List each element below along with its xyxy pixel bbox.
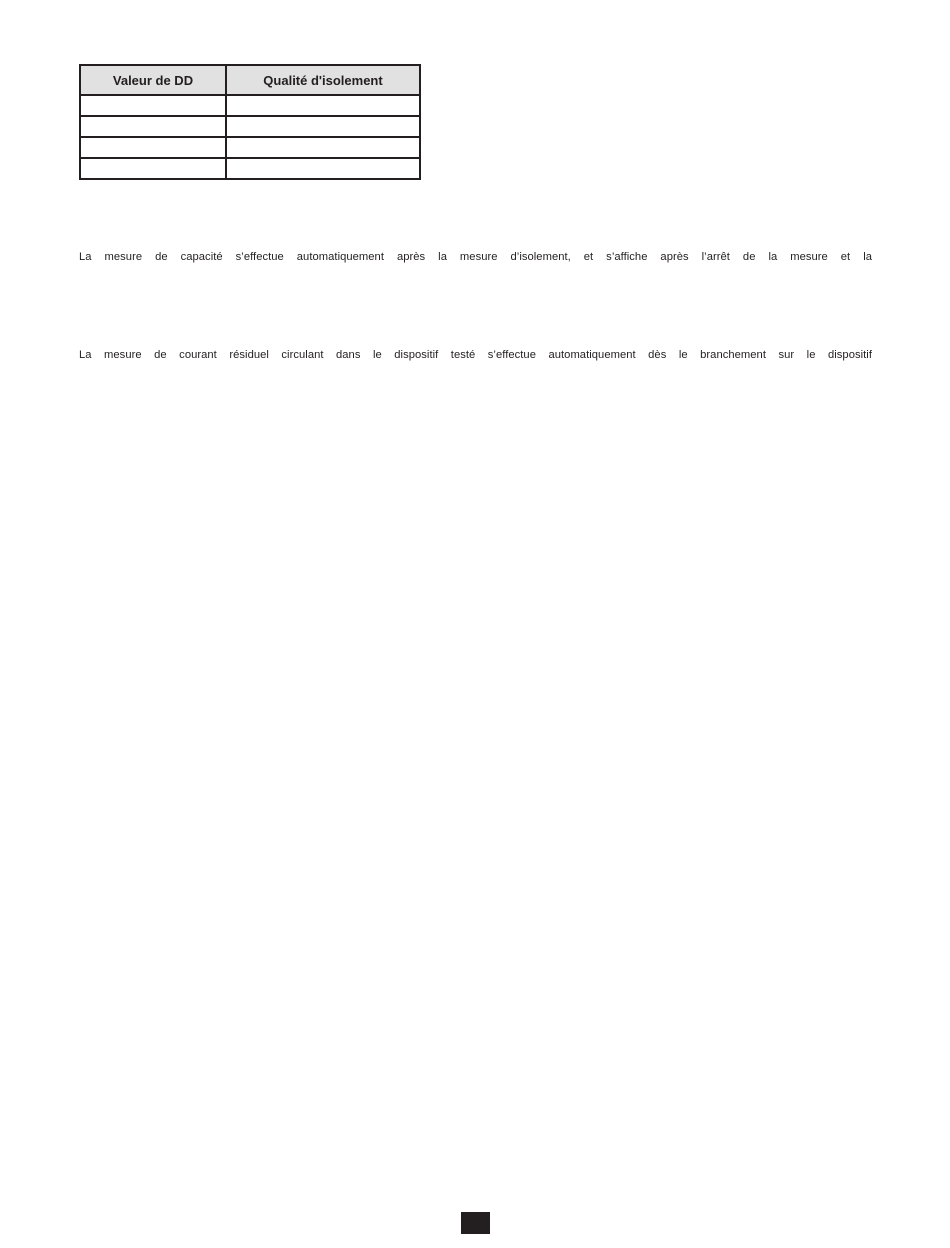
table-cell [80,137,226,158]
residual-current-paragraph: La mesure de courant résiduel circulant dans le dispositif testé s’effectue automatiquement dès le branchement sur le dispositif [79,349,872,361]
table-header-row [80,65,420,95]
table-row [80,158,420,179]
table-cell [226,116,420,137]
table-cell [80,95,226,116]
dd-quality-table [79,64,421,180]
table-row [80,137,420,158]
table-row [80,95,420,116]
table-cell [80,158,226,179]
page-number-block [461,1212,490,1234]
header-valeur-de-dd: Valeur de DD [80,65,226,95]
table-cell [226,95,420,116]
table-cell [80,116,226,137]
capacity-measurement-paragraph: La mesure de capacité s’effectue automatiquement après la mesure d’isolement, et s’affiche après l’arrêt de la mesure et la [79,251,872,263]
table-row [80,116,420,137]
table-cell [226,158,420,179]
table-cell [226,137,420,158]
header-qualite-isolement: Qualité d'isolement [226,65,420,95]
